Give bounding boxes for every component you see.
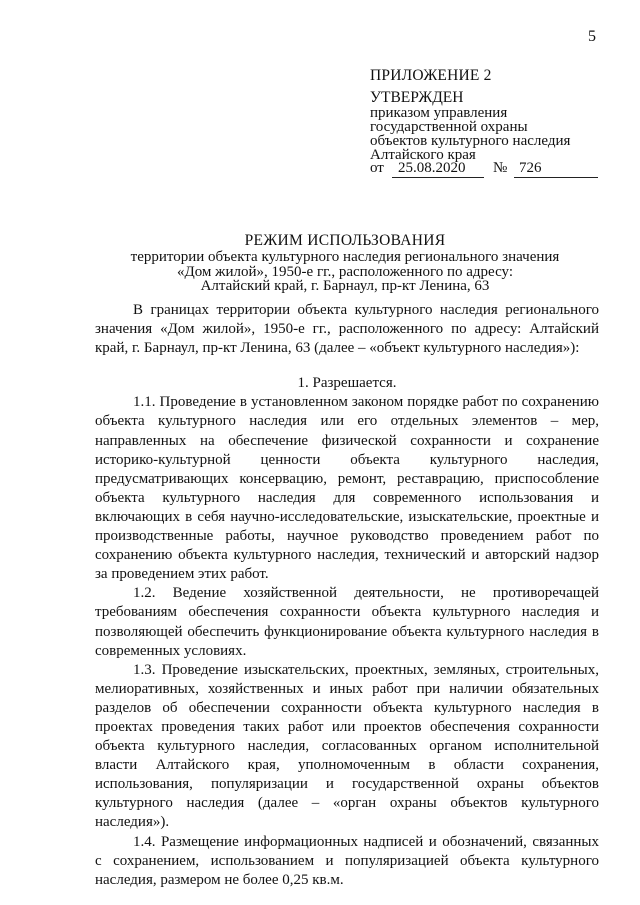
item-paragraph: 1.3. Проведение изыскательских, проектных, земляных, строительных, мелиоративных, хозяйственных и иных работ при наличии обязательных разделов об обеспечении сохранности объекта культурного наследия в проектах проведения таких работ или проектов обеспечения сохранности объекта культурного наследия, согласованных органом исполнительной власти Алтайского края, уполномоченным в области сохранения, использования, популяризации и государственной охраны объектов культурного наследия (далее – «орган охраны объектов культурного наследия»). (95, 661, 599, 831)
item-paragraph: 1.1. Проведение в установленном законом порядке работ по сохранению объекта культурного наследия или его отдельных элементов – мер, направленных на обеспечение физической сохранности и сохранение историко-культурной ценности объекта культурного наследия, предусматривающих консервацию, ремонт, реставрацию, приспособление объекта культурного наследия для современного использования и включающих в себя научно-исследовательские, изыскательские, проектные и производственные работы, научное руководство проведением работ по сохранению объекта культурного наследия, технический и авторский надзор за проведением этих работ. (95, 394, 599, 583)
approval-block (370, 89, 570, 162)
order-number: 726 (519, 160, 542, 176)
approval-line: государственной охраны (370, 119, 528, 135)
item-paragraph: 1.4. Размещение информационных надписей и обозначений, связанных с сохранением, использованием и популяризацией объекта культурного наследия, размером не более 0,25 кв.м. (95, 833, 599, 888)
approval-line: Алтайского края (370, 147, 476, 163)
approval-line: объектов культурного наследия (370, 133, 571, 149)
number-underline (514, 177, 598, 178)
approval-line: приказом управления (370, 105, 508, 121)
appendix-label: ПРИЛОЖЕНИЕ 2 (370, 67, 492, 84)
document-heading (90, 232, 600, 294)
heading-title: РЕЖИМ ИСПОЛЬЗОВАНИЯ (244, 232, 446, 249)
intro-paragraph: В границах территории объекта культурного наследия регионального значения «Дом жилой», 1950-е гг., расположенного по адресу: Алтайский край, г. Барнаул, пр-кт Ленина, 63 (далее – «объект культурного наследия»): (95, 302, 599, 357)
approval-title: УТВЕРЖДЕН (370, 89, 464, 106)
heading-line: территории объекта культурного наследия регионального значения (130, 249, 560, 265)
document-body (95, 301, 599, 890)
heading-line: «Дом жилой», 1950-е гг., расположенного по адресу: (176, 263, 514, 280)
order-number-label: № (493, 160, 508, 176)
section-title: 1. Разрешается. (297, 375, 397, 392)
order-from-label: от (370, 160, 384, 176)
heading-line: Алтайский край, г. Барнаул, пр-кт Ленина, 63 (200, 278, 490, 294)
order-line (370, 160, 600, 180)
page-number: 5 (588, 28, 596, 45)
order-date: 25.08.2020 (398, 160, 466, 176)
item-paragraph: 1.2. Ведение хозяйственной деятельности, не противоречащей требованиям обеспечения сохранности объекта культурного наследия и позволяющей обеспечить функционирование объекта культурного наследия в современных условиях. (95, 585, 599, 659)
date-underline (392, 177, 484, 178)
